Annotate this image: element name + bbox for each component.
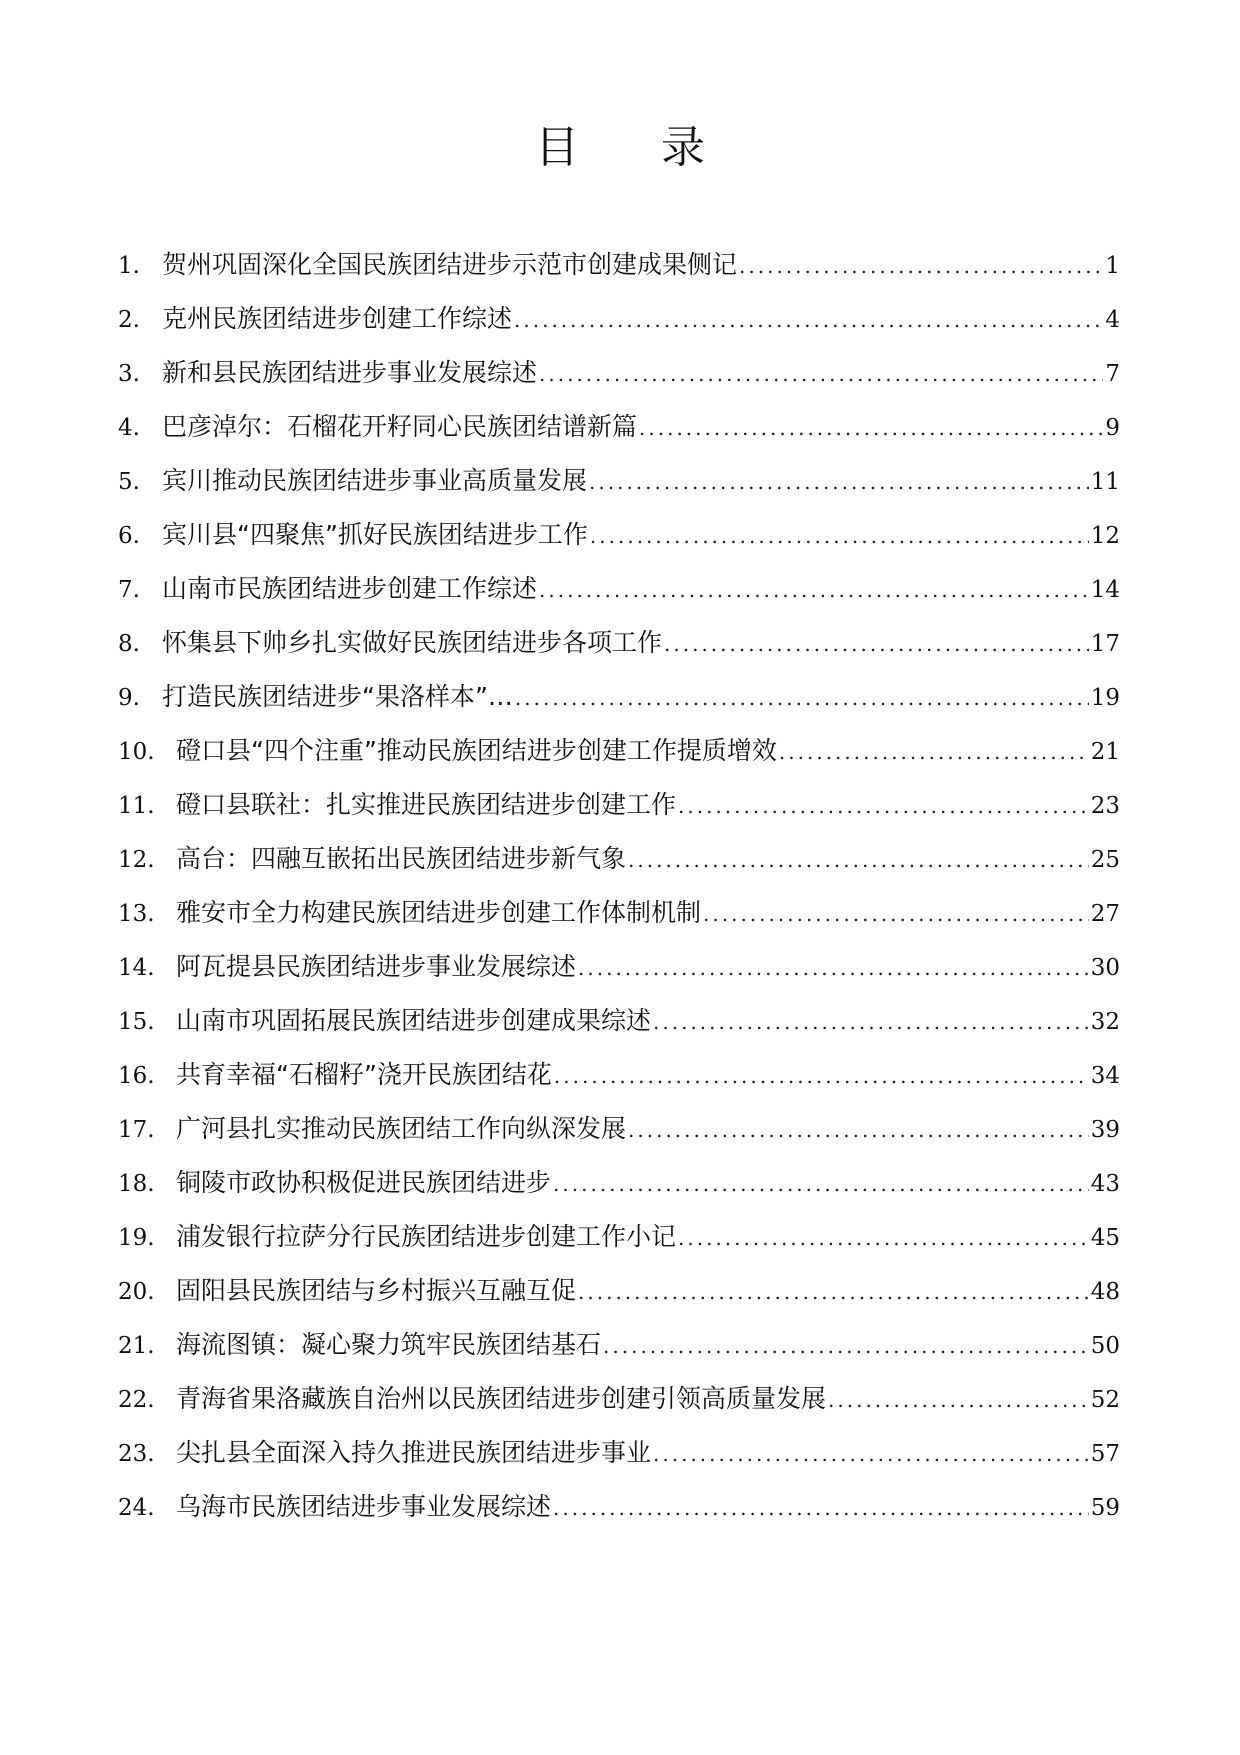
toc-entry-page-number: 4 [1105, 307, 1120, 333]
toc-entry-page-number: 14 [1090, 577, 1120, 603]
toc-entry-page-number: 43 [1090, 1171, 1120, 1197]
toc-entry-title: 尖扎县全面深入持久推进民族团结进步事业 [176, 1438, 652, 1467]
toc-entry-page-number: 21 [1090, 739, 1120, 765]
toc-dot-leader [578, 1265, 1089, 1319]
toc-entry-title: 山南市民族团结进步创建工作综述 [162, 574, 538, 603]
toc-entry-title: 铜陵市政协积极促进民族团结进步 [176, 1168, 552, 1197]
toc-entry[interactable] [118, 1210, 1120, 1264]
toc-dot-leader [539, 347, 1103, 401]
toc-entry-page-number: 48 [1090, 1279, 1120, 1305]
toc-entry-title: 青海省果洛藏族自治州以民族团结进步创建引领高质量发展 [176, 1384, 827, 1413]
toc-entry-page-number: 52 [1090, 1387, 1120, 1413]
toc-entry[interactable] [118, 1480, 1120, 1534]
toc-entry-title: 山南市巩固拓展民族团结进步创建成果综述 [176, 1006, 652, 1035]
toc-entry-title: 巴彦淖尔：石榴花开籽同心民族团结谱新篇 [162, 412, 638, 441]
toc-dot-leader [703, 887, 1089, 941]
toc-entry[interactable] [118, 1426, 1120, 1480]
table-of-contents [118, 238, 1120, 1534]
toc-entry-page-number: 7 [1105, 361, 1120, 387]
toc-entry-number: 9. [118, 685, 140, 711]
toc-entry-title: 高台：四融互嵌拓出民族团结进步新气象 [176, 844, 627, 873]
toc-entry[interactable] [118, 562, 1120, 616]
toc-dot-leader [828, 1373, 1089, 1427]
toc-entry-title: 克州民族团结进步创建工作综述 [162, 304, 513, 333]
toc-dot-leader [603, 1319, 1089, 1373]
toc-dot-leader [678, 1211, 1089, 1265]
toc-dot-leader [554, 1049, 1089, 1103]
toc-entry-page-number: 59 [1090, 1495, 1120, 1521]
toc-entry-title: 新和县民族团结进步事业发展综述 [162, 358, 538, 387]
toc-entry-title: 共育幸福“石榴籽”浇开民族团结花 [176, 1060, 552, 1089]
toc-entry-number: 20. [118, 1279, 155, 1305]
toc-dot-leader [539, 563, 1089, 617]
toc-entry[interactable] [118, 238, 1120, 292]
toc-entry[interactable] [118, 454, 1120, 508]
toc-entry-page-number: 57 [1090, 1441, 1120, 1467]
toc-entry-page-number: 25 [1090, 847, 1120, 873]
toc-entry-number: 17. [118, 1117, 155, 1143]
toc-entry[interactable] [118, 886, 1120, 940]
toc-entry-number: 3. [118, 361, 140, 387]
toc-entry-page-number: 17 [1090, 631, 1120, 657]
toc-entry[interactable] [118, 1156, 1120, 1210]
toc-dot-leader [553, 1481, 1089, 1535]
toc-entry-page-number: 45 [1090, 1225, 1120, 1251]
toc-entry-number: 14. [118, 955, 155, 981]
toc-entry-title: 浦发银行拉萨分行民族团结进步创建工作小记 [176, 1222, 677, 1251]
toc-entry-page-number: 23 [1090, 793, 1120, 819]
toc-entry-page-number: 39 [1090, 1117, 1120, 1143]
toc-entry[interactable] [118, 1264, 1120, 1318]
toc-entry-title: 广河县扎实推动民族团结工作向纵深发展 [176, 1114, 627, 1143]
toc-entry-title: 阿瓦提县民族团结进步事业发展综述 [176, 952, 577, 981]
toc-entry[interactable] [118, 1318, 1120, 1372]
toc-entry[interactable] [118, 1102, 1120, 1156]
toc-entry-page-number: 30 [1090, 955, 1120, 981]
toc-entry-number: 6. [118, 523, 140, 549]
toc-entry-title: 宾川推动民族团结进步事业高质量发展 [162, 466, 588, 495]
toc-dot-leader [628, 1103, 1089, 1157]
toc-entry-title: 磴口县联社：扎实推进民族团结进步创建工作 [176, 790, 677, 819]
toc-entry-number: 10. [118, 739, 155, 765]
toc-entry-number: 19. [118, 1225, 155, 1251]
toc-dot-leader [553, 1157, 1089, 1211]
toc-entry-page-number: 1 [1105, 253, 1120, 279]
toc-entry[interactable] [118, 1048, 1120, 1102]
toc-entry-title: 磴口县“四个注重”推动民族团结进步创建工作提质增效 [176, 736, 777, 765]
toc-entry-number: 22. [118, 1387, 155, 1413]
toc-entry-page-number: 9 [1105, 415, 1120, 441]
toc-entry[interactable] [118, 346, 1120, 400]
toc-entry-page-number: 12 [1090, 523, 1120, 549]
toc-dot-leader [578, 941, 1089, 995]
toc-entry-number: 8. [118, 631, 140, 657]
toc-entry-title: 雅安市全力构建民族团结进步创建工作体制机制 [176, 898, 702, 927]
toc-dot-leader [678, 779, 1089, 833]
toc-entry-page-number: 27 [1090, 901, 1120, 927]
toc-dot-leader [628, 833, 1089, 887]
toc-entry-number: 24. [118, 1495, 155, 1521]
toc-entry-title: 宾川县“四聚焦”抓好民族团结进步工作 [162, 520, 588, 549]
toc-entry-title: 贺州巩固深化全国民族团结进步示范市创建成果侧记 [162, 250, 738, 279]
toc-dot-leader [653, 995, 1089, 1049]
toc-entry-number: 12. [118, 847, 155, 873]
toc-entry-page-number: 34 [1090, 1063, 1120, 1089]
toc-entry-number: 4. [118, 415, 140, 441]
toc-dot-leader [639, 401, 1103, 455]
toc-dot-leader [779, 725, 1089, 779]
toc-entry-number: 18. [118, 1171, 155, 1197]
toc-entry-number: 1. [118, 253, 140, 279]
toc-entry-page-number: 11 [1090, 469, 1120, 495]
toc-dot-leader [514, 293, 1103, 347]
toc-dot-leader [664, 617, 1089, 671]
toc-entry-title: 怀集县下帅乡扎实做好民族团结进步各项工作 [162, 628, 663, 657]
toc-entry-title: 打造民族团结进步“果洛样本”… [162, 682, 513, 711]
toc-entry-number: 16. [118, 1063, 155, 1089]
toc-entry-number: 23. [118, 1441, 155, 1467]
toc-entry-page-number: 32 [1090, 1009, 1120, 1035]
toc-entry[interactable] [118, 724, 1120, 778]
toc-entry[interactable] [118, 832, 1120, 886]
toc-entry[interactable] [118, 778, 1120, 832]
toc-entry[interactable] [118, 292, 1120, 346]
toc-entry-number: 21. [118, 1333, 155, 1359]
toc-entry[interactable] [118, 508, 1120, 562]
toc-dot-leader [653, 1427, 1089, 1481]
toc-entry[interactable] [118, 994, 1120, 1048]
toc-entry-number: 11. [118, 793, 155, 819]
toc-entry[interactable] [118, 616, 1120, 670]
toc-entry-number: 5. [118, 469, 140, 495]
toc-entry-page-number: 19 [1090, 685, 1120, 711]
toc-dot-leader [589, 455, 1089, 509]
toc-dot-leader [739, 239, 1103, 293]
toc-entry-number: 13. [118, 901, 155, 927]
toc-entry-number: 15. [118, 1009, 155, 1035]
toc-entry-page-number: 50 [1090, 1333, 1120, 1359]
toc-entry-title: 海流图镇：凝心聚力筑牢民族团结基石 [176, 1330, 602, 1359]
toc-entry-number: 2. [118, 307, 140, 333]
toc-entry-number: 7. [118, 577, 140, 603]
toc-entry[interactable] [118, 1372, 1120, 1426]
toc-entry-title: 固阳县民族团结与乡村振兴互融互促 [176, 1276, 577, 1305]
toc-entry[interactable] [118, 400, 1120, 454]
toc-dot-leader [590, 509, 1089, 563]
toc-entry-title: 乌海市民族团结进步事业发展综述 [176, 1492, 552, 1521]
toc-entry[interactable] [118, 940, 1120, 994]
page-title: 目 录 [535, 122, 739, 173]
toc-dot-leader [515, 671, 1089, 725]
toc-entry[interactable] [118, 670, 1120, 724]
